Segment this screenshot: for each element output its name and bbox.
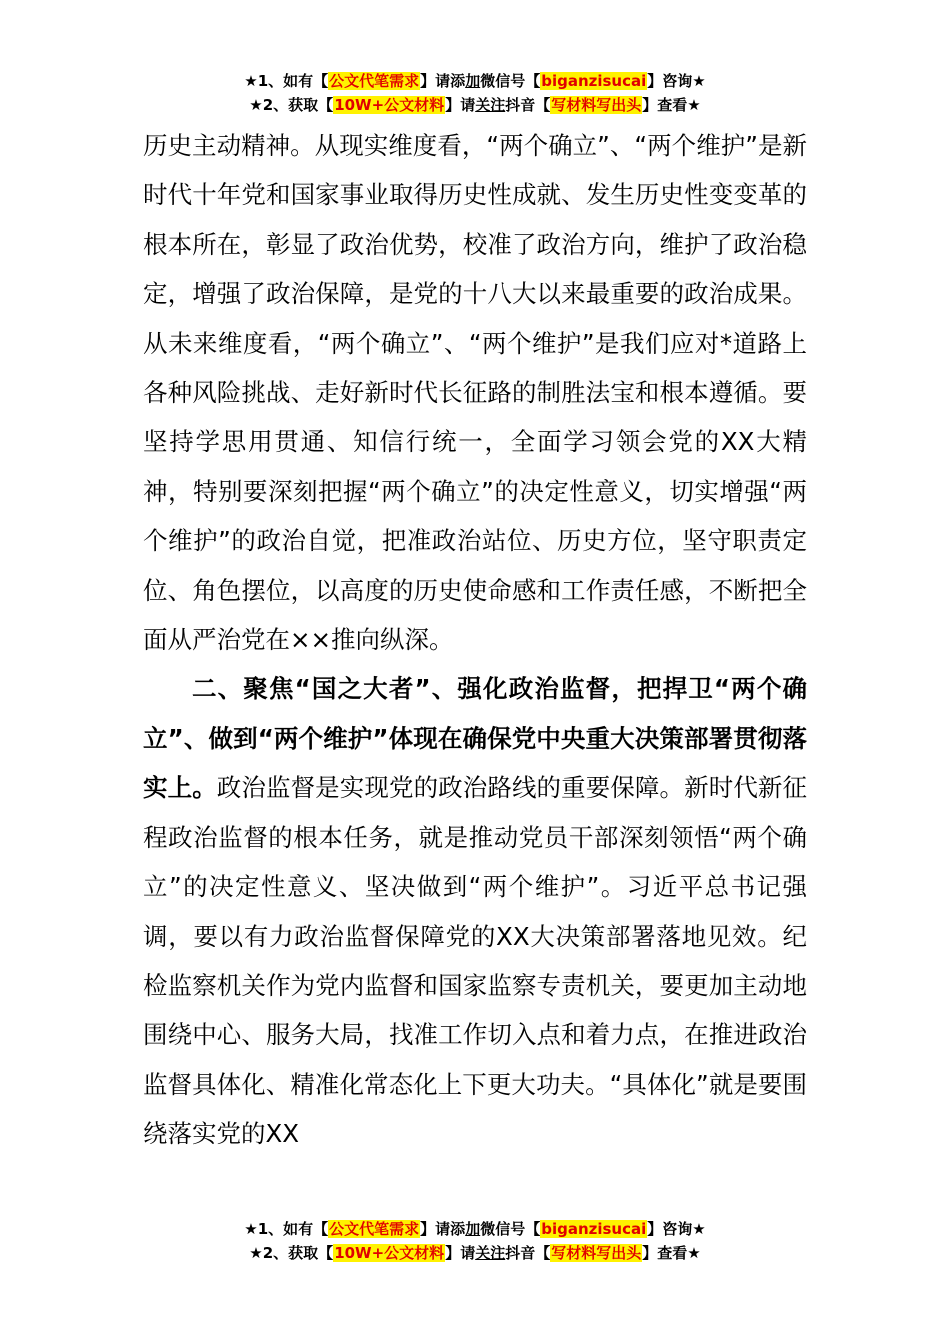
highlight-materials: 10W+公文材料 [334,1244,445,1262]
banner-text: 】咨询★ [647,1220,706,1238]
highlight-service: 公文代笔需求 [329,1220,420,1238]
highlight-service: 公文代笔需求 [329,72,420,90]
banner-text: 加 [465,1220,481,1238]
document-body [143,121,807,1159]
banner-text: 】查看★ [642,1244,701,1262]
banner-text: 关注 [475,1244,506,1262]
banner-line-1 [0,69,950,93]
highlight-materials: 10W+公文材料 [334,96,445,114]
banner-text: 微信号【 [480,72,541,90]
banner-text: ★2、获取【 [249,1244,334,1262]
paragraph-text: 政治监督是实现党的政治路线的重要保障。新时代新征程政治监督的根本任务，就是推动党员干部深刻领悟“两个确立”的决定性意义、坚决做到“两个维护”。习近平总书记强调，要以有力政治监督保障党的XX大决策部署落地见效。纪检监察机关作为党内监督和国家监察专责机关，要更加主动地围绕中心、服务大局，找准工作切入点和着力点，在推进政治监督具体化、精准化常态化上下更大功夫。“具体化”就是要围绕落实党的XX [143,773,808,1149]
banner-text: 加 [465,72,481,90]
banner-text: 】请添 [420,72,466,90]
header-banner [0,69,950,117]
banner-text: 】查看★ [642,96,701,114]
section-heading: 二、聚焦“国之大者”、强化政治监督，把捍卫“两个确立”、做到“两个维护”体现在确保党中央重大决策部署贯彻落实上。 [143,674,807,803]
highlight-wechat-id: biganzisucai [541,1220,647,1238]
banner-line-2 [0,1241,950,1265]
highlight-douyin: 写材料写出头 [551,96,642,114]
section-paragraph [143,664,807,1158]
banner-text: 关注 [475,96,506,114]
banner-text: 】请 [445,1244,476,1262]
banner-text: ★2、获取【 [249,96,334,114]
banner-text: ★1、如有【 [244,72,329,90]
banner-text: 微信号【 [480,1220,541,1238]
banner-text: 】请添 [420,1220,466,1238]
banner-text: 】请 [445,96,476,114]
banner-text: 抖音【 [505,96,551,114]
banner-line-2 [0,93,950,117]
footer-banner [0,1217,950,1265]
banner-text: 抖音【 [505,1244,551,1262]
banner-text: 】咨询★ [647,72,706,90]
paragraph: 历史主动精神。从现实维度看，“两个确立”、“两个维护”是新时代十年党和国家事业取得历史性成就、发生历史性变变革的根本所在，彰显了政治优势，校准了政治方向，维护了政治稳定，增强了政治保障，是党的十八大以来最重要的政治成果。从未来维度看，“两个确立”、“两个维护”是我们应对*道路上各种风险挑战、走好新时代长征路的制胜法宝和根本遵循。要坚持学思用贯通、知信行统一，全面学习领会党的XX大精神，特别要深刻把握“两个确立”的决定性意义，切实增强“两个维护”的政治自觉，把准政治站位、历史方位，坚守职责定位、角色摆位，以高度的历史使命感和工作责任感，不断把全面从严治党在××推向纵深。 [143,131,807,655]
banner-line-1 [0,1217,950,1241]
highlight-wechat-id: biganzisucai [541,72,647,90]
banner-text: ★1、如有【 [244,1220,329,1238]
highlight-douyin: 写材料写出头 [551,1244,642,1262]
